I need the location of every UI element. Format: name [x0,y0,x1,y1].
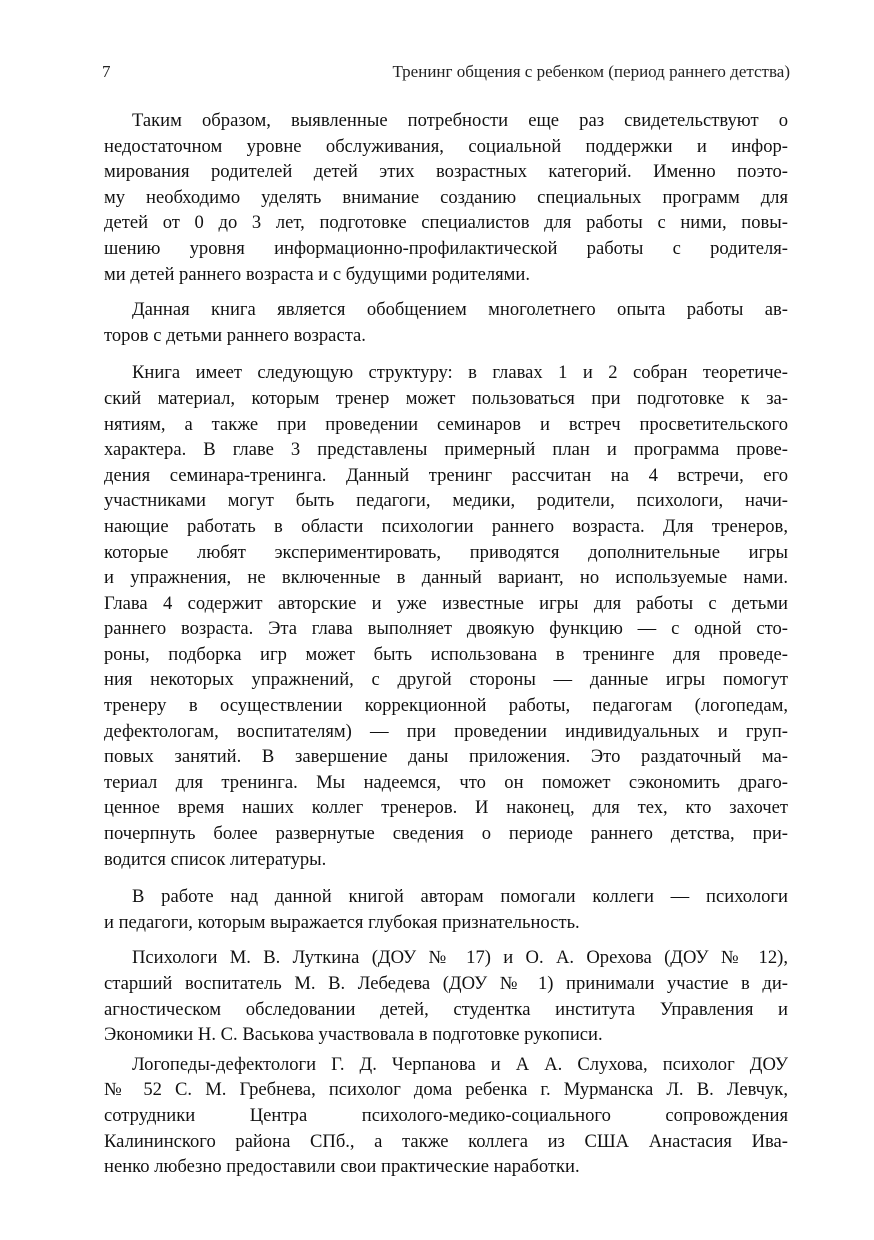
text-line: Книга имеет следующую структуру: в главах 1 и 2 собран теоретиче- [132,362,788,384]
text-line: Данная книга является обобщением многолетнего опыта работы ав- [132,299,788,321]
running-head [102,62,790,86]
text-line: торов с детьми раннего возраста. [104,324,366,346]
paragraph-5 [104,945,788,1047]
text-line: ценное время наших коллег тренеров. И наконец, для тех, кто захочет [104,797,788,819]
text-line: участниками могут быть педагоги, медики, родители, психологи, начи- [104,490,788,512]
paragraph-6 [104,1052,788,1180]
text-line: нающие работать в области психологии раннего возраста. Для тренеров, [104,515,788,537]
running-title: Тренинг общения с ребенком (период раннего детства) [392,62,790,81]
text-line: Логопеды-дефектологи Г. Д. Черпанова и А А. Слухова, психолог ДОУ [132,1053,788,1075]
text-line: му необходимо уделять внимание созданию специальных программ для [104,186,788,208]
text-line: мирования родителей детей этих возрастных категорий. Именно поэто- [104,161,788,183]
text-line: водится список литературы. [104,848,327,870]
text-line: тренеру в осуществлении коррекционной работы, педагогам (логопедам, [104,695,788,717]
text-line: ский материал, которым тренер может пользоваться при подготовке к за- [104,387,788,409]
text-line: дения семинара-тренинга. Данный тренинг рассчитан на 4 встречи, его [104,464,788,486]
text-line: и упражнения, не включенные в данный вариант, но используемые нами. [104,567,788,589]
text-line: которые любят экспериментировать, приводятся дополнительные игры [104,541,788,563]
text-line: детей от 0 до 3 лет, подготовке специалистов для работы с ними, повы- [104,212,788,234]
paragraph-1 [104,108,788,287]
text-line: Психологи М. В. Луткина (ДОУ № 17) и О. А. Орехова (ДОУ № 12), [132,947,788,969]
text-line: недостаточном уровне обслуживания, социальной поддержки и инфор- [104,135,788,157]
text-line: почерпнуть более развернутые сведения о периоде раннего детства, при- [104,823,788,845]
text-line: роны, подборка игр может быть использована в тренинге для проведе- [104,643,788,665]
text-line: повых занятий. В завершение даны приложения. Это раздаточный ма- [104,746,788,768]
text-line: шению уровня информационно-профилактической работы с родителя- [104,237,788,259]
text-line: № 52 С. М. Гребнева, психолог дома ребенка г. Мурманска Л. В. Левчук, [104,1079,788,1101]
text-line: нятиям, а также при проведении семинаров и встреч просветительского [104,413,788,435]
text-line: старший воспитатель М. В. Лебедева (ДОУ № 1) принимали участие в ди- [104,973,788,994]
text-line: и педагоги, которым выражается глубокая признательность. [104,911,580,933]
text-line: ми детей раннего возраста и с будущими родителями. [104,263,531,285]
text-line: В работе над данной книгой авторам помогали коллеги — психологи [132,886,788,908]
text-line: ненко любезно предоставили свои практические наработки. [104,1156,580,1178]
text-line: дефектологам, воспитателям) — при проведении индивидуальных и груп- [104,720,788,742]
text-line: Экономики Н. С. Васькова участвовала в подготовке рукописи. [104,1024,603,1046]
text-line: характера. В главе 3 представлены примерный план и программа прове- [104,439,788,461]
text-line: Глава 4 содержит авторские и уже известные игры для работы с детьми [104,592,788,614]
paragraph-3 [104,360,788,872]
text-line: Калининского района СПб., а также коллега из США Анастасия Ива- [104,1130,788,1152]
paragraph-2 [104,297,788,348]
text-line: раннего возраста. Эта глава выполняет двоякую функцию — с одной сто- [104,618,788,640]
text-line: ния некоторых упражнений, с другой стороны — данные игры помогут [104,669,788,691]
text-line: териал для тренинга. Мы надеемся, что он поможет сэкономить драго- [104,771,788,793]
page-number: 7 [102,62,111,81]
text-line: сотрудники Центра психолого-медико-социального сопровождения [104,1104,788,1126]
body-text [104,108,788,1180]
paragraph-4 [104,884,788,935]
text-line: Таким образом, выявленные потребности еще раз свидетельствуют о [132,110,788,131]
text-line: агностическом обследовании детей, студентка института Управления и [104,998,788,1020]
